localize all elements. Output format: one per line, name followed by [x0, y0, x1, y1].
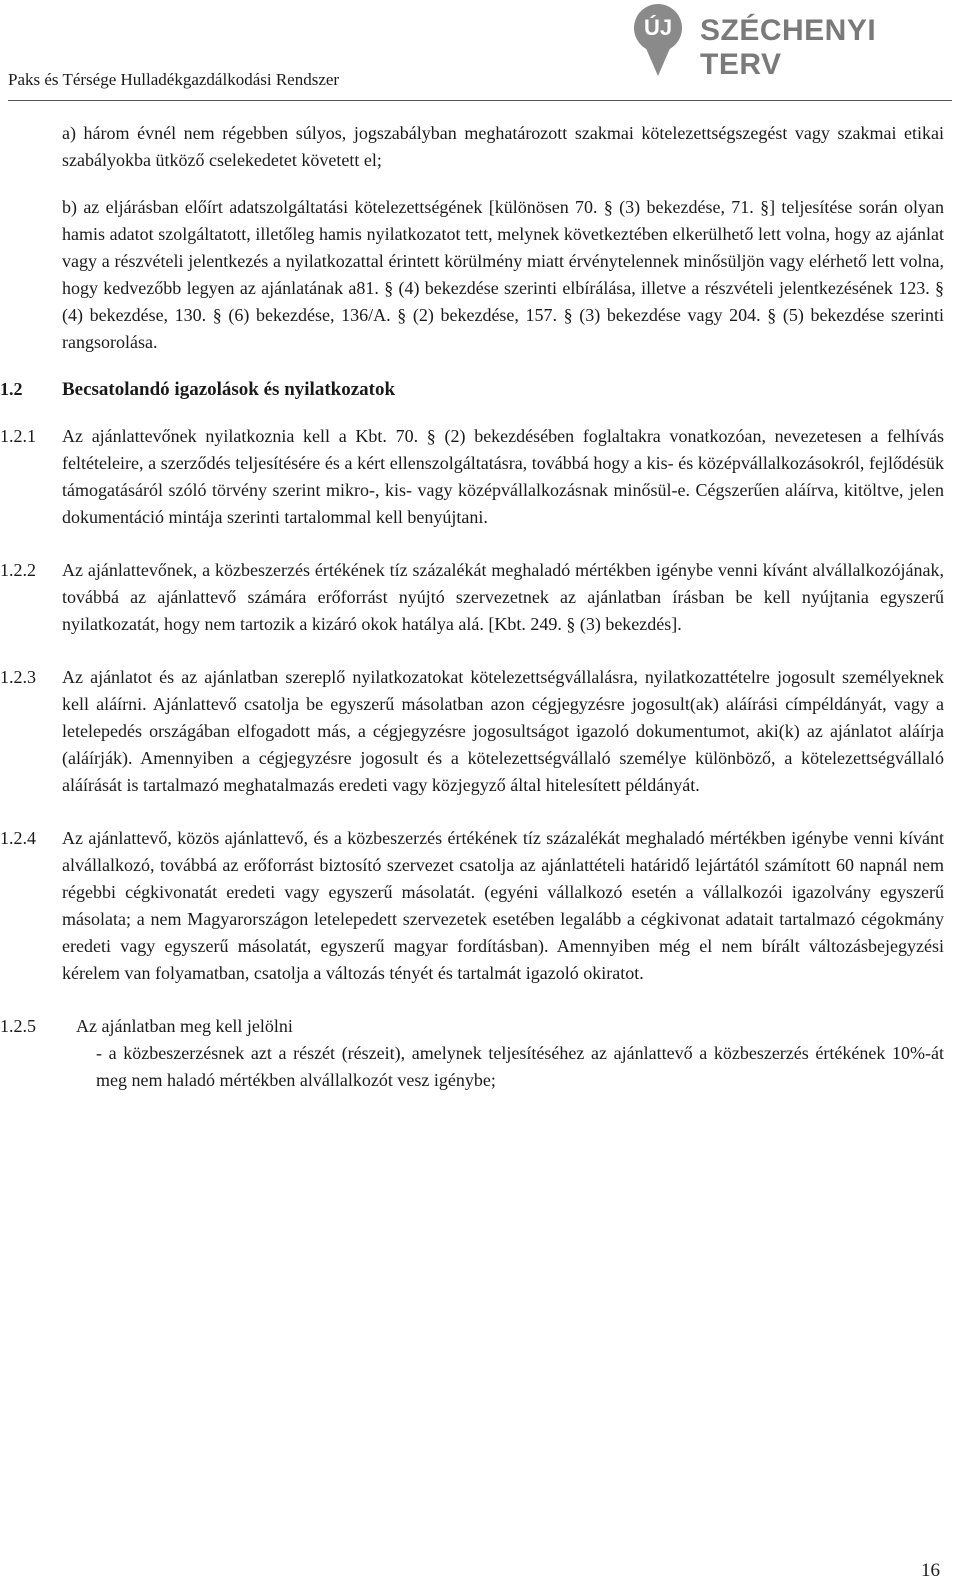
item-1-2-4	[0, 825, 944, 987]
header-title: Paks és Térsége Hulladékgazdálkodási Rendszer	[8, 70, 340, 89]
logo-pin-tail	[645, 46, 671, 76]
item-number: 1.2.4	[0, 828, 36, 848]
item-text: Az ajánlattevő, közös ajánlattevő, és a közbeszerzés értékének tíz százalékát meghaladó mértékben igénybe venni kívánt alvállalkozó, továbbá az erőforrást biztosító szervezet csatolja az ajánlattételi határidő lejártától számított 60 napnál nem régebbi cégkivonatát eredeti vagy egyszerű másolatát. (egyéni vállalkozó esetén a vállalkozói igazolvány egyszerű másolata; a nem Magyarországon letelepedett szervezetek esetében legalább a cégkivonat adatait tartalmazó cégokmány eredeti vagy egyszerű másolatát, egyszerű magyar fordításban). Amennyiben még el nem bírált változásbejegyzési kérelem van folyamatban, csatolja a változás tényét és tartalmát igazoló okiratot.	[62, 828, 944, 983]
item-number: 1.2.3	[0, 667, 36, 687]
logo-text: SZÉCHENYI TERV	[700, 14, 877, 81]
item-text: Az ajánlatot és az ajánlatban szereplő nyilatkozatokat kötelezettségvállalásra, nyilatkozattételre jogosult személyeknek kell aláírni. Ajánlattevő csatolja be egyszerű másolatban azon cégjegyzésre jogosult(ak) aláírási címpéldányát, vagy a letelepedés országában elfogadott más, a cégjegyzésre jogosultságot igazoló dokumentumot, aki(k) az ajánlatot aláírja (aláírják). Amennyiben a cégjegyzésre jogosult és a kötelezettségvállaló személye különböző, a kötelezettségvállaló aláírását is tartalmazó meghatalmazás eredeti vagy közjegyző által hitelesített példányát.	[62, 667, 944, 795]
document-body	[0, 120, 944, 1094]
item-number: 1.2.2	[0, 560, 36, 580]
section-heading	[0, 376, 944, 403]
item-1-2-5-text: - a közbeszerzésnek azt a részét (részeit), amelynek teljesítéséhez az ajánlattevő a közbeszerzés értékének 10%-át meg nem haladó mértékben alvállalkozót vesz igénybe;	[96, 1043, 944, 1090]
paragraph-b: b) az eljárásban előírt adatszolgáltatási kötelezettségének [különösen 70. § (3) bekezdése, 71. §] teljesítése során olyan hamis adatot szolgáltatott, illetőleg hamis nyilatkozatot tett, melynek következtében elkerülhető lett volna, hogy az ajánlat vagy a részvételi jelentkezés a nyilatkozattal érintett körülmény miatt érvénytelennek minősüljön vagy elérhető lett volna, hogy kedvezőbb legyen az ajánlatának a81. § (4) bekezdése szerinti elbírálása, illetve a részvételi jelentkezésének 123. § (4) bekezdése, 130. § (6) bekezdése, 136/A. § (2) bekezdése, 157. § (3) bekezdése vagy 204. § (5) bekezdése szerinti rangsorolása.	[62, 197, 944, 352]
page-header	[0, 0, 960, 110]
item-number: 1.2.1	[0, 426, 36, 446]
item-text: Az ajánlattevőnek nyilatkoznia kell a Kbt. 70. § (2) bekezdésében foglaltakra vonatkozóan, nevezetesen a felhívás feltételeire, a szerződés teljesítésére és a kért ellenszolgáltatásra, továbbá hogy a kis- és középvállalkozásokról, fejlődésük támogatásáról szóló törvény szerint mikro-, kis- vagy középvállalkozásnak minősül-e. Cégszerűen aláírva, kitöltve, jelen dokumentáció mintája szerinti tartalommal kell benyújtani.	[62, 426, 944, 527]
item-1-2-3	[0, 664, 944, 799]
item-1-2-1	[0, 423, 944, 531]
paragraph-a: a) három évnél nem régebben súlyos, jogszabályban meghatározott szakmai kötelezettségszegést vagy szakmai etikai szabályokba ütköző cselekedetet követett el;	[62, 123, 944, 170]
item-label: Az ajánlatban meg kell jelölni	[76, 1016, 293, 1036]
item-text: Az ajánlattevőnek, a közbeszerzés értékének tíz százalékát meghaladó mértékben igénybe venni kívánt alvállalkozójának, továbbá az ajánlattevő számára erőforrást nyújtó szervezetnek az ajánlatban írásban be kell nyújtania egyszerű nyilatkozatát, hogy nem tartozik a kizáró okok hatálya alá. [Kbt. 249. § (3) bekezdés].	[62, 560, 944, 634]
item-1-2-2	[0, 557, 944, 638]
page-number: 16	[921, 1560, 940, 1581]
szechenyi-terv-logo	[634, 0, 934, 80]
item-1-2-5-heading	[0, 1013, 944, 1040]
header-divider	[8, 100, 952, 101]
logo-mark-icon: ÚJ	[634, 4, 682, 52]
section-number: 1.2	[0, 379, 23, 399]
item-number: 1.2.5	[0, 1016, 36, 1036]
section-title: Becsatolandó igazolások és nyilatkozatok	[62, 379, 396, 400]
